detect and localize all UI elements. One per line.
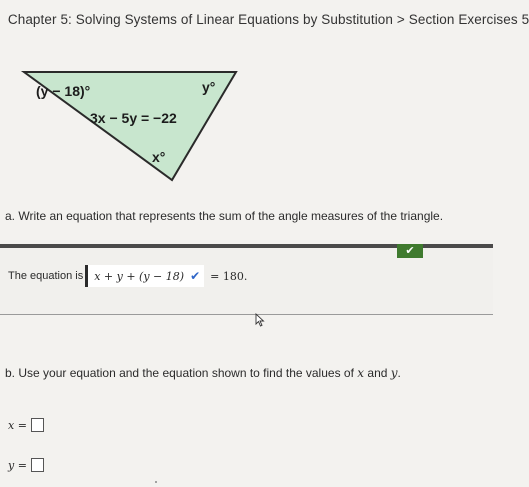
var-x: x: [357, 366, 365, 380]
x-answer-row: [8, 418, 44, 432]
question-a-prompt: a. Write an equation that represents the sum of the angle measures of the triangle.: [5, 209, 444, 223]
question-b-text: b. Use your equation and the equation shown to find the values of: [5, 366, 354, 380]
var-y: y: [390, 366, 398, 380]
breadcrumb: [0, 12, 529, 27]
equation-answer-row: [8, 265, 247, 287]
y-label: y =: [8, 458, 27, 472]
correct-badge-icon: ✔: [397, 244, 423, 258]
triangle-figure: [22, 70, 242, 190]
breadcrumb-section[interactable]: Section Exercises 5: [408, 12, 529, 27]
angle-label-bottom: x°: [152, 149, 166, 165]
y-input[interactable]: [31, 458, 44, 472]
mouse-cursor-icon: [255, 313, 265, 327]
x-input[interactable]: [31, 418, 44, 432]
breadcrumb-chapter[interactable]: Chapter 5: Solving Systems of Linear Equations by Substitution: [7, 12, 394, 27]
figure-equation: 3x − 5y = −22: [90, 110, 177, 126]
check-icon: ✔: [190, 269, 201, 283]
question-b-prompt: [5, 366, 401, 380]
angle-label-top-right: y°: [202, 79, 216, 95]
equation-answer-field[interactable]: [85, 265, 204, 287]
answer-suffix: = 180.: [210, 269, 248, 283]
angle-label-top-left: (y − 18)°: [36, 83, 91, 99]
x-label: x =: [8, 418, 27, 432]
answer-value: x + y + (y − 18): [94, 269, 185, 283]
breadcrumb-separator: >: [396, 12, 405, 27]
word-and: and: [367, 366, 388, 380]
period: .: [397, 366, 401, 380]
answer-prefix: The equation is: [8, 270, 84, 282]
answer-panel: [0, 244, 493, 315]
y-answer-row: [8, 458, 44, 472]
dot-marker: [155, 481, 157, 483]
